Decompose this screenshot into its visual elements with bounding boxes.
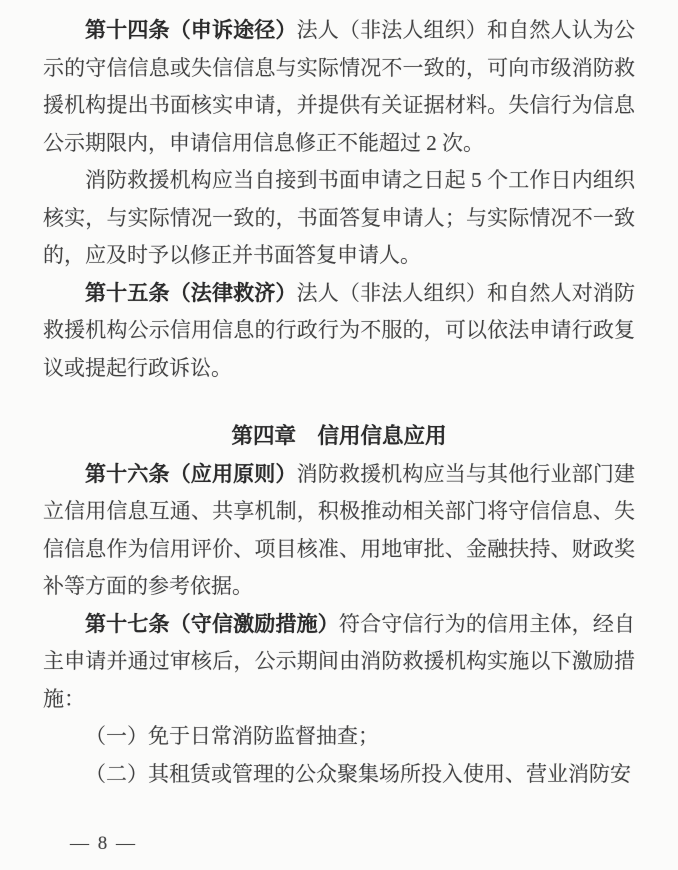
article-15-text: 法人（非法人组织）和自然人对消防救援机构公示信用信息的行政行为不服的，可以依法申请行政复议或提起行政诉讼。: [43, 280, 636, 380]
article-17-text: 符合守信行为的信用主体，经自主申请并通过审核后，公示期间由消防救援机构实施以下激励措施：: [43, 611, 636, 711]
chapter-4-heading: 第四章 信用信息应用: [231, 424, 447, 448]
page-footer: [70, 832, 137, 856]
article-14-paragraph-2-text: 消防救援机构应当自接到书面申请之日起 5 个工作日内组织核实，与实际情况一致的，书面答复申请人；与实际情况不一致的，应及时予以修正并书面答复申请人。: [43, 168, 635, 267]
article-16-paragraph: [43, 456, 635, 606]
article-14-lead: 第十四条（申诉途径）: [85, 19, 297, 42]
article-14-paragraph-1: [43, 12, 635, 162]
article-17-item-2: （二）其租赁或管理的公众聚集场所投入使用、营业消防安: [85, 761, 631, 786]
article-16-text: 消防救援机构应当与其他行业部门建立信用信息互通、共享机制，积极推动相关部门将守信信息、失信信息作为信用评价、项目核准、用地审批、金融扶持、财政奖补等方面的参考依据。: [43, 461, 636, 598]
page-number: — 8 —: [70, 833, 137, 854]
article-14-text: 法人（非法人组织）和自然人认为公示的守信信息或失信信息与实际情况不一致的，可向市级消防救援机构提出书面核实申请，并提供有关证据材料。失信行为信息公示期限内，申请信用信息修正不能超过 2 次。: [43, 18, 636, 155]
article-16-lead: 第十六条（应用原则）: [85, 462, 297, 486]
article-17-paragraph: [43, 606, 635, 719]
article-15-paragraph: [43, 275, 635, 388]
article-17-item-1: （一）免于日常消防监督抽查；: [85, 724, 379, 748]
article-15-lead: 第十五条（法律救济）: [85, 281, 297, 305]
article-14-paragraph-2: [43, 162, 635, 275]
article-17-lead: 第十七条（守信激励措施）: [85, 612, 339, 636]
